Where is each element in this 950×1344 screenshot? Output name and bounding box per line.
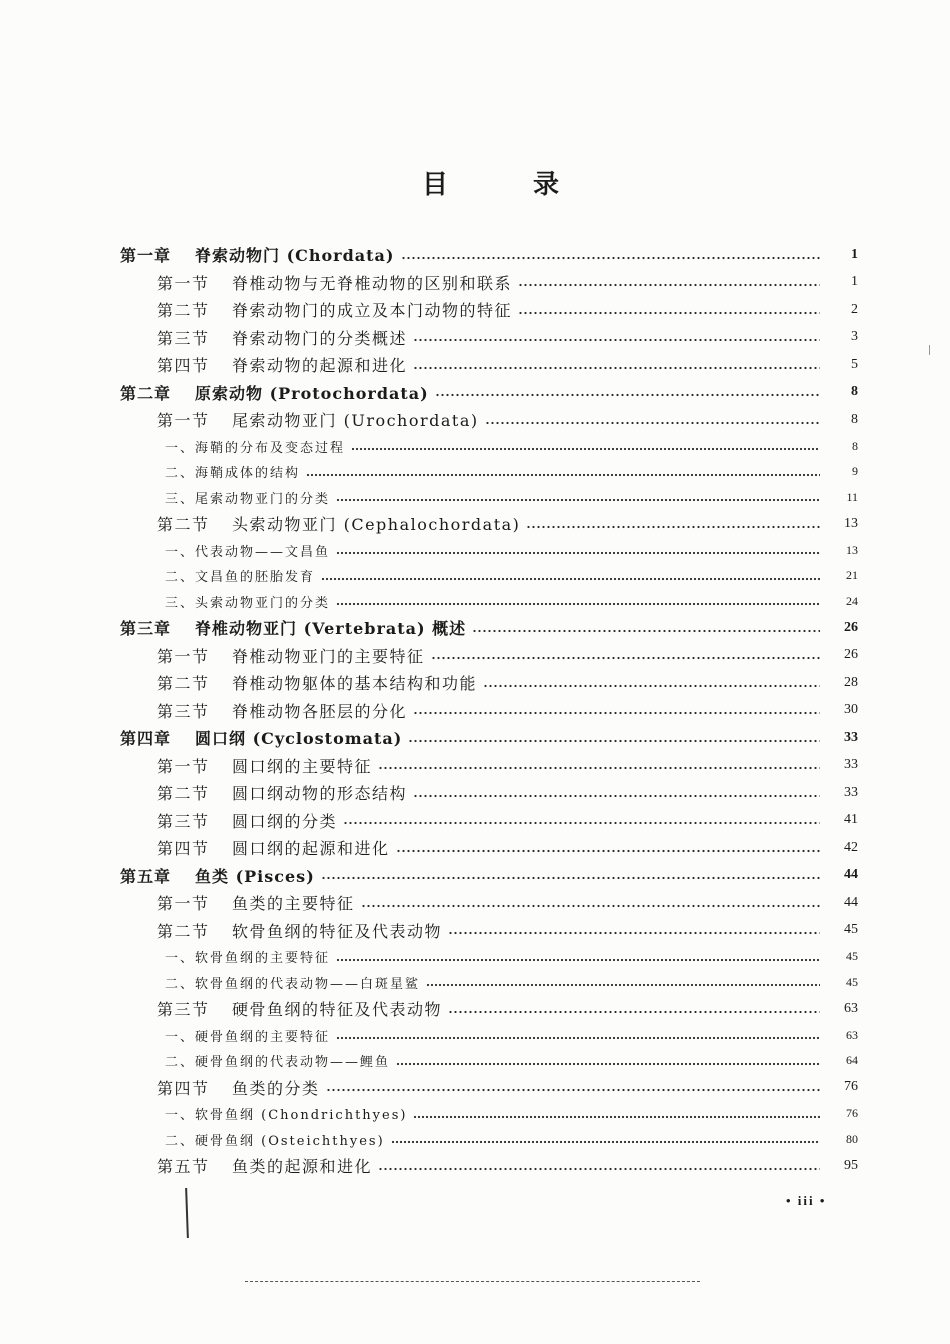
- dot-leader: [413, 1109, 820, 1119]
- toc-subsection-row: [120, 538, 858, 564]
- section-label: 第三节: [157, 1000, 210, 1020]
- section-label: 第一节: [157, 273, 210, 293]
- page-number: 24: [846, 593, 858, 608]
- page-number: 42: [844, 839, 858, 855]
- toc-section-row: [120, 406, 858, 434]
- subsection-label: 一、: [165, 951, 196, 967]
- dot-leader: [448, 925, 820, 935]
- toc-subsection-row: [120, 485, 858, 511]
- section-label: 第三节: [157, 811, 210, 831]
- section-label: 第一节: [157, 756, 210, 776]
- toc-section-row: [120, 697, 858, 725]
- toc-subsection-row: [120, 1048, 858, 1074]
- toc-section-row: [120, 889, 858, 917]
- section-label: 第一节: [157, 894, 210, 914]
- toc-section-row: [120, 269, 858, 297]
- subsection-label: 二、: [165, 1133, 196, 1149]
- toc-subsection-row: [120, 589, 858, 615]
- page-number: 63: [844, 1000, 858, 1016]
- dot-leader: [413, 788, 820, 798]
- subsection-label: 一、: [165, 1108, 196, 1124]
- section-title: 圆口纲的主要特征: [232, 756, 373, 776]
- toc-subsection-row: [120, 434, 858, 460]
- dot-leader: [306, 467, 820, 477]
- subsection-title: 硬骨鱼纲的主要特征: [195, 1029, 331, 1045]
- page-number: 8: [852, 438, 858, 453]
- chapter-label: 第四章: [120, 729, 172, 749]
- toc-chapter-row: [120, 862, 858, 890]
- dot-leader: [413, 705, 820, 715]
- dot-leader: [336, 596, 820, 606]
- toc-section-row: [120, 917, 858, 945]
- page-number: 30: [844, 702, 858, 718]
- page-number: 11: [846, 489, 858, 504]
- page-number: 13: [846, 542, 858, 557]
- section-label: 第二节: [157, 784, 210, 804]
- toc-section-row: [120, 642, 858, 670]
- dot-leader: [448, 1004, 820, 1014]
- dot-leader: [336, 1030, 820, 1040]
- section-title: 鱼类的分类: [232, 1078, 320, 1098]
- subsection-title: 尾索动物亚门的分类: [195, 491, 331, 507]
- section-label: 第四节: [157, 839, 210, 859]
- page-number: 45: [846, 974, 858, 989]
- dot-leader: [336, 492, 820, 502]
- page-number: 63: [846, 1027, 858, 1042]
- section-label: 第三节: [157, 328, 210, 348]
- section-title: 尾索动物亚门 (Urochordata): [232, 411, 479, 431]
- page-number: 44: [844, 894, 858, 910]
- page-number: 95: [844, 1157, 858, 1173]
- subsection-title: 软骨鱼纲的代表动物——白斑星鲨: [195, 976, 421, 992]
- toc-section-row: [120, 1074, 858, 1102]
- dot-leader: [485, 415, 820, 425]
- page-number: 3: [851, 329, 858, 345]
- subsection-label: 一、: [165, 1029, 196, 1045]
- section-title: 脊椎动物躯体的基本结构和功能: [232, 674, 478, 694]
- subsection-label: 二、: [165, 1055, 196, 1071]
- section-title: 脊索动物的起源和进化: [232, 356, 408, 376]
- dot-leader: [343, 815, 820, 825]
- toc-subsection-row: [120, 970, 858, 996]
- section-title: 硬骨鱼纲的特征及代表动物: [232, 1000, 443, 1020]
- dot-leader: [401, 250, 821, 260]
- toc-section-row: [120, 669, 858, 697]
- page-number: 33: [844, 757, 858, 773]
- subsection-title: 海鞘的分布及变态过程: [195, 440, 346, 456]
- subsection-label: 二、: [165, 466, 196, 482]
- page-title: [0, 168, 950, 202]
- section-title: 脊索动物门的成立及本门动物的特征: [232, 301, 513, 321]
- section-title: 脊索动物门的分类概述: [232, 328, 408, 348]
- toc-subsection-row: [120, 1127, 858, 1153]
- toc-subsection-row: [120, 459, 858, 485]
- section-label: 第二节: [157, 674, 210, 694]
- subsection-label: 三、: [165, 595, 196, 611]
- subsection-label: 三、: [165, 491, 196, 507]
- page-number: 26: [844, 619, 858, 635]
- scan-artifact-vertical-stroke: [185, 1188, 188, 1238]
- section-title: 脊椎动物亚门的主要特征: [232, 646, 425, 666]
- scan-artifact-tick: [929, 345, 930, 355]
- page-number: 45: [846, 949, 858, 964]
- page-number: 8: [851, 384, 858, 400]
- subsection-title: 硬骨鱼纲的代表动物——鲤鱼: [195, 1055, 391, 1071]
- dot-leader: [526, 519, 820, 529]
- chapter-label: 第三章: [120, 619, 172, 639]
- section-label: 第一节: [157, 411, 210, 431]
- scan-artifact-dashed-line: [245, 1281, 700, 1282]
- section-title: 头索动物亚门 (Cephalochordata): [232, 515, 521, 535]
- toc-section-row: [120, 752, 858, 780]
- page-number: 33: [844, 784, 858, 800]
- subsection-title: 文昌鱼的胚胎发育: [195, 570, 316, 586]
- toc-section-row: [120, 351, 858, 379]
- section-label: 第三节: [157, 701, 210, 721]
- page-title-char-2: 录: [533, 170, 560, 200]
- section-title: 鱼类的主要特征: [232, 894, 355, 914]
- dot-leader: [396, 843, 820, 853]
- page-number: 26: [844, 647, 858, 663]
- toc-chapter-row: [120, 724, 858, 752]
- section-title: 圆口纲的起源和进化: [232, 839, 390, 859]
- page-number: 76: [846, 1106, 858, 1121]
- page-number: 21: [846, 568, 858, 583]
- dot-leader: [408, 733, 820, 743]
- page-number: 5: [851, 356, 858, 372]
- dot-leader: [326, 1082, 820, 1092]
- page-number: 44: [844, 867, 858, 883]
- dot-leader: [431, 650, 820, 660]
- section-label: 第四节: [157, 356, 210, 376]
- chapter-title: 原索动物 (Protochordata): [195, 383, 429, 403]
- page-number: 76: [844, 1079, 858, 1095]
- toc-subsection-row: [120, 1023, 858, 1049]
- subsection-title: 硬骨鱼纲 (Osteichthyes): [195, 1133, 385, 1149]
- page-title-char-1: 目: [422, 170, 449, 200]
- section-label: 第二节: [157, 515, 210, 535]
- page-number: 1: [851, 274, 858, 290]
- dot-leader: [391, 1134, 820, 1144]
- page-number: 33: [844, 729, 858, 745]
- dot-leader: [435, 387, 820, 397]
- subsection-label: 二、: [165, 570, 196, 586]
- toc-section-row: [120, 1152, 858, 1180]
- dot-leader: [336, 545, 820, 555]
- subsection-title: 代表动物——文昌鱼: [195, 544, 331, 560]
- page-number: 2: [851, 301, 858, 317]
- chapter-title: 鱼类 (Pisces): [195, 866, 315, 886]
- toc-subsection-row: [120, 944, 858, 970]
- section-label: 第四节: [157, 1078, 210, 1098]
- toc-chapter-row: [120, 241, 858, 269]
- page-number: 41: [844, 812, 858, 828]
- toc-section-row: [120, 324, 858, 352]
- page-number: 8: [851, 411, 858, 427]
- chapter-title: 圆口纲 (Cyclostomata): [195, 729, 403, 749]
- toc-section-row: [120, 807, 858, 835]
- subsection-title: 软骨鱼纲 (Chondrichthyes): [195, 1108, 408, 1124]
- chapter-title: 脊椎动物亚门 (Vertebrata) 概述: [195, 619, 467, 639]
- dot-leader: [378, 760, 820, 770]
- dot-leader: [426, 977, 820, 987]
- subsection-title: 软骨鱼纲的主要特征: [195, 951, 331, 967]
- chapter-label: 第五章: [120, 866, 172, 886]
- dot-leader: [378, 1161, 820, 1171]
- section-title: 鱼类的起源和进化: [232, 1157, 373, 1177]
- page-number: 64: [846, 1053, 858, 1068]
- dot-leader: [483, 678, 820, 688]
- section-label: 第五节: [157, 1157, 210, 1177]
- subsection-label: 二、: [165, 976, 196, 992]
- page-number: 28: [844, 674, 858, 690]
- toc-section-row: [120, 510, 858, 538]
- page-number: 80: [846, 1131, 858, 1146]
- table-of-contents: [120, 241, 858, 1180]
- section-label: 第一节: [157, 646, 210, 666]
- dot-leader: [413, 332, 820, 342]
- page-number: 9: [852, 464, 858, 479]
- dot-leader: [518, 305, 820, 315]
- chapter-label: 第一章: [120, 246, 172, 266]
- section-title: 软骨鱼纲的特征及代表动物: [232, 921, 443, 941]
- toc-chapter-row: [120, 614, 858, 642]
- toc-subsection-row: [120, 1101, 858, 1127]
- page-number: 13: [844, 515, 858, 531]
- toc-section-row: [120, 834, 858, 862]
- page-number: 45: [844, 922, 858, 938]
- page-marker: • iii •: [786, 1193, 827, 1208]
- section-title: 圆口纲的分类: [232, 811, 338, 831]
- dot-leader: [351, 441, 820, 451]
- section-label: 第二节: [157, 301, 210, 321]
- toc-section-row: [120, 779, 858, 807]
- dot-leader: [336, 952, 820, 962]
- subsection-title: 头索动物亚门的分类: [195, 595, 331, 611]
- section-label: 第二节: [157, 921, 210, 941]
- dot-leader: [518, 277, 820, 287]
- section-title: 圆口纲动物的形态结构: [232, 784, 408, 804]
- toc-subsection-row: [120, 563, 858, 589]
- chapter-title: 脊索动物门 (Chordata): [195, 246, 395, 266]
- toc-chapter-row: [120, 379, 858, 407]
- section-title: 脊椎动物与无脊椎动物的区别和联系: [232, 273, 513, 293]
- dot-leader: [361, 898, 820, 908]
- dot-leader: [321, 870, 820, 880]
- dot-leader: [321, 571, 820, 581]
- subsection-title: 海鞘成体的结构: [195, 466, 301, 482]
- toc-section-row: [120, 995, 858, 1023]
- dot-leader: [472, 623, 820, 633]
- section-title: 脊椎动物各胚层的分化: [232, 701, 408, 721]
- dot-leader: [396, 1056, 820, 1066]
- page-number: 1: [851, 246, 858, 262]
- dot-leader: [413, 360, 820, 370]
- chapter-label: 第二章: [120, 383, 172, 403]
- subsection-label: 一、: [165, 440, 196, 456]
- toc-section-row: [120, 296, 858, 324]
- subsection-label: 一、: [165, 544, 196, 560]
